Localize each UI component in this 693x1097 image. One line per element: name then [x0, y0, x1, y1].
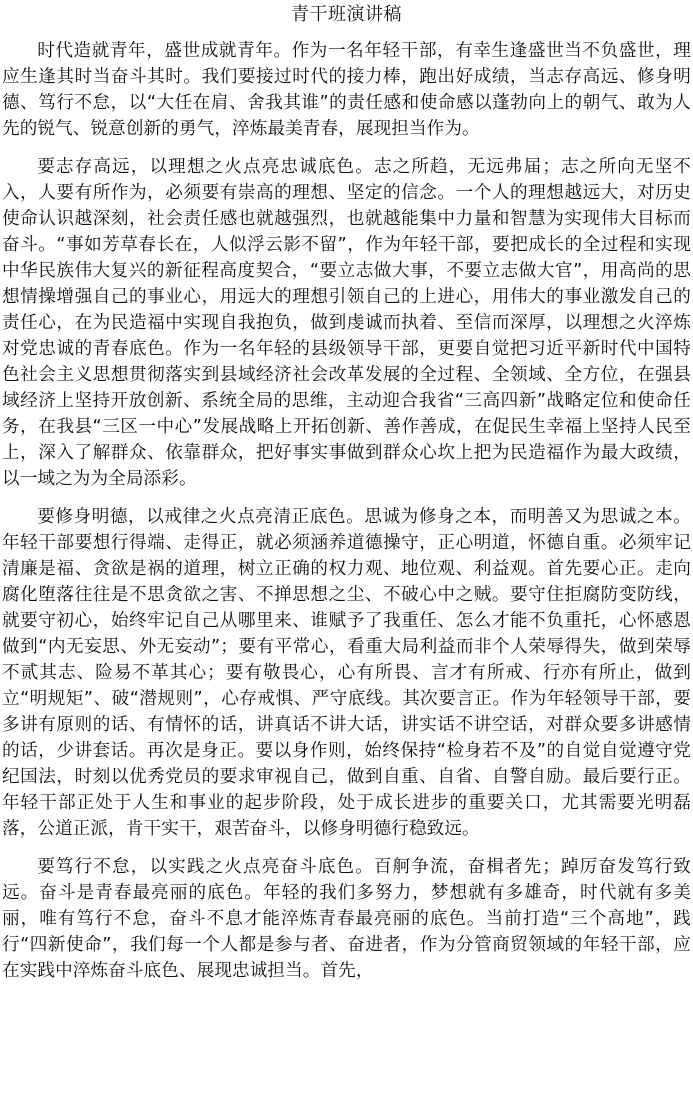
page-title: 青干班演讲稿 — [291, 4, 402, 25]
paragraph-virtue: 要修身明德，以戒律之火点亮清正底色。思诚为修身之本，而明善又为思诚之本。年轻干部要想行得端、走得正，就必须涵养道德操守，正心明道，怀德自重。必须牢记清廉是福、贪欲是祸的道理，树立正确的权力观、地位观、利益观。首先要心正。走向腐化堕落往往是不思贪欲之害、不掸思想之尘、不破心中之贼。要守住拒腐防变防线，就要守初心，始终牢记自己从哪里来、谁赋予了我重任、怎么才能不负重托，心怀感恩做到“内无妄思、外无妄动”；要有平常心，看重大局利益而非个人荣辱得失，做到荣辱不贰其志、险易不革其心；要有敬畏心，心有所畏、言才有所戒、行亦有所止，做到立“明规矩”、破“潜规则”，心存戒惧、严守底线。其次要言正。作为年轻领导干部，要多讲有原则的话、有情怀的话，讲真话不讲大话，讲实话不讲空话，对群众要多讲感情的话，少讲套话。再次是身正。要以身作则，始终保持“检身若不及”的自觉自觉遵守党纪国法，时刻以优秀党员的要求审视自己，做到自重、自省、自警自励。最后要行正。年轻干部正处于人生和事业的起步阶段，处于成长进步的重要关口，尤其需要光明磊落，公道正派，肯干实干，艰苦奋斗，以修身明德行稳致远。 — [2, 507, 691, 839]
paragraph-practice: 要笃行不怠，以实践之火点亮奋斗底色。百舸争流，奋楫者先；踔厉奋发笃行致远。奋斗是青春最亮丽的底色。年轻的我们多努力，梦想就有多雄奇，时代就有多美丽，唯有笃行不怠，奋斗不息才能淬炼青春最亮丽的底色。当前打造“三个高地”，践行“四新使命”，我们每一个人都是参与者、奋进者，作为分管商贸领域的年轻干部，应在实践中淬炼奋斗底色、展现忠诚担当。首先， — [2, 857, 691, 981]
paragraph-intro: 时代造就青年，盛世成就青年。作为一名年轻干部，有幸生逢盛世当不负盛世，理应生逢其时当奋斗其时。我们要接过时代的接力棒，跑出好成绩，当志存高远、修身明德、笃行不怠，以“大任在肩、舍我其谁”的责任感和使命感以蓬勃向上的朝气、敢为人先的锐气、锐意创新的勇气，淬炼最美青春，展现担当作为。 — [2, 41, 691, 139]
paragraph-ideals: 要志存高远，以理想之火点亮忠诚底色。志之所趋，无远弗届；志之所向无坚不入，人要有所作为，必须要有崇高的理想、坚定的信念。一个人的理想越远大，对历史使命认识越深刻，社会责任感也就越强烈，也就越能集中力量和智慧为实现伟大目标而奋斗。“事如芳草春长在，人似浮云影不留”，作为年轻干部，要把成长的全过程和实现中华民族伟大复兴的新征程高度契合，“要立志做大事，不要立志做大官”，用高尚的思想情操增强自己的事业心，用远大的理想引领自己的上进心，用伟大的事业激发自己的责任心，在为民造福中实现自我抱负，做到虔诚而执着、至信而深厚，以理想之火淬炼对党忠诚的青春底色。作为一名年轻的县级领导干部，更要自觉把习近平新时代中国特色社会主义思想贯彻落实到县域经济社会改革发展的全过程、全领域、全方位，在强县域经济上坚持开放创新、系统全局的思维，主动迎合我省“三高四新”战略定位和使命任务，在我县“三区一中心”发展战略上开拓创新、善作善成，在促民生幸福上坚持人民至上，深入了解群众、依靠群众，把好事实事做到群众心坎上把为民造福作为最大政绩，以一域之为为全局添彩。 — [2, 157, 691, 489]
